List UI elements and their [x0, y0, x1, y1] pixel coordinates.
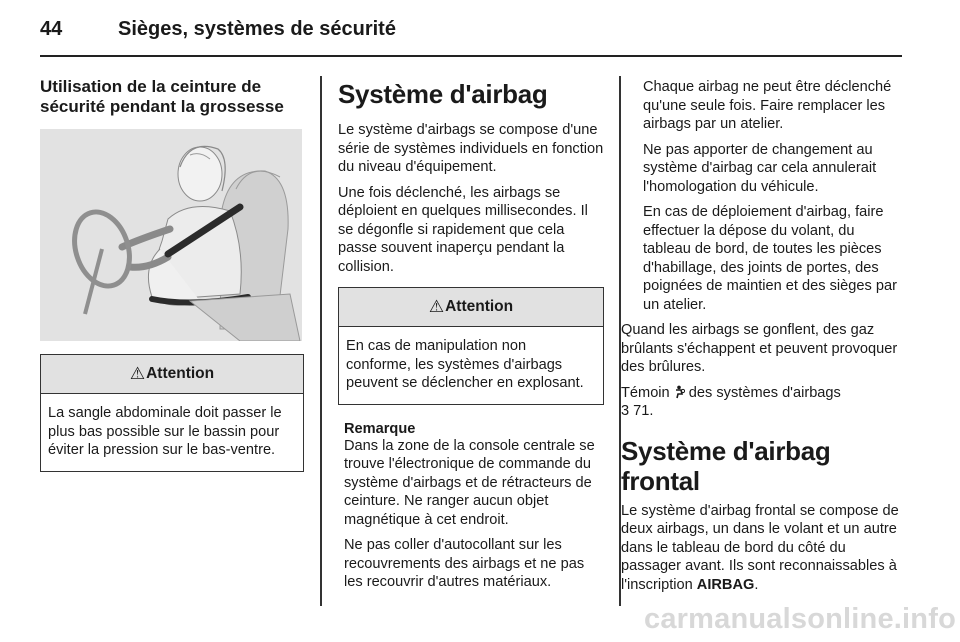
- pregnant-woman-seatbelt-illustration: [40, 129, 302, 341]
- note-block: [338, 421, 604, 592]
- warning-title: Attention: [445, 298, 514, 315]
- column-divider-left: [320, 76, 322, 606]
- page-number: 44: [40, 18, 63, 40]
- note-title: Remarque: [344, 420, 416, 437]
- watermark: carmanualsonline.info: [644, 603, 956, 635]
- paragraph: Chaque airbag ne peut être déclenché qu'une seule fois. Faire remplacer les airbags par un atelier.: [643, 79, 892, 132]
- column-right: [621, 78, 905, 601]
- warning-triangle-icon: ⚠: [428, 297, 445, 316]
- warning-box-abdominal-belt: [40, 354, 304, 472]
- paragraph: Quand les airbags se gonflent, des gaz brûlants s'échappent et peuvent provoquer des brûlures.: [621, 322, 898, 375]
- paragraph: Ne pas apporter de changement au système d'airbag car cela annulerait l'homologation du véhicule.: [643, 141, 877, 195]
- note-paragraph: Ne pas coller d'autocollant sur les recouvrements des airbags et ne pas les recouvrir d'autres matériaux.: [344, 537, 585, 590]
- header-divider: [40, 55, 902, 57]
- text-fragment: Témoin: [621, 384, 670, 401]
- warning-text: La sangle abdominale doit passer le plus bas possible sur le bassin pour éviter la pression sur le bas-ventre.: [48, 405, 282, 458]
- column-left: [40, 77, 304, 472]
- text-fragment: .: [754, 576, 759, 593]
- page-reference-link[interactable]: 3 71.: [621, 403, 654, 419]
- warning-box-airbag-handling: [338, 287, 604, 405]
- page-section-title: Sièges, systèmes de sécurité: [118, 18, 396, 40]
- pregnancy-belt-heading: Utilisation de la ceinture de sécurité pendant la grossesse: [40, 77, 284, 116]
- airbag-warning-light-icon: [674, 385, 689, 401]
- warning-triangle-icon: ⚠: [129, 364, 146, 383]
- airbag-inscription: AIRBAG: [696, 576, 755, 593]
- paragraph: Le système d'airbags se compose d'une série de systèmes individuels en fonction du niveau d'équipement.: [338, 122, 604, 175]
- note-paragraph: Dans la zone de la console centrale se trouve l'électronique de commande du système d'airbags et de rétracteurs de ceinture. Ne ranger aucun objet magnétique à cet endroit.: [344, 437, 595, 528]
- warning-header: [41, 355, 303, 394]
- paragraph: Une fois déclenché, les airbags se déploient en quelques millisecondes. Il se dégonfle si rapidement que cela passe souvent inaperçu pendant la collision.: [338, 184, 588, 275]
- warning-header: [339, 288, 603, 327]
- warning-text: En cas de manipulation non conforme, les systèmes d'airbags peuvent se déclencher en explosant.: [346, 338, 584, 391]
- paragraph-airbag-indicator: [621, 384, 905, 421]
- frontal-airbag-heading: Système d'airbag frontal: [621, 435, 831, 496]
- text-fragment: des systèmes d'airbags: [688, 384, 841, 401]
- warning-title: Attention: [146, 365, 215, 382]
- airbag-system-heading: Système d'airbag: [338, 79, 548, 109]
- text-fragment: Le système d'airbag frontal se compose de deux airbags, un dans le volant et un autre dans le tableau de bord du côté du passager avant. Ils sont reconnaissables à l'inscription: [621, 502, 899, 593]
- column-middle: [338, 79, 604, 599]
- paragraph: En cas de déploiement d'airbag, faire effectuer la dépose du volant, du tableau de bord, de toutes les pièces d'habillage, des joints de portes, des poignées de maintien et des sièges par un atelier.: [643, 204, 897, 313]
- paragraph: [621, 502, 905, 595]
